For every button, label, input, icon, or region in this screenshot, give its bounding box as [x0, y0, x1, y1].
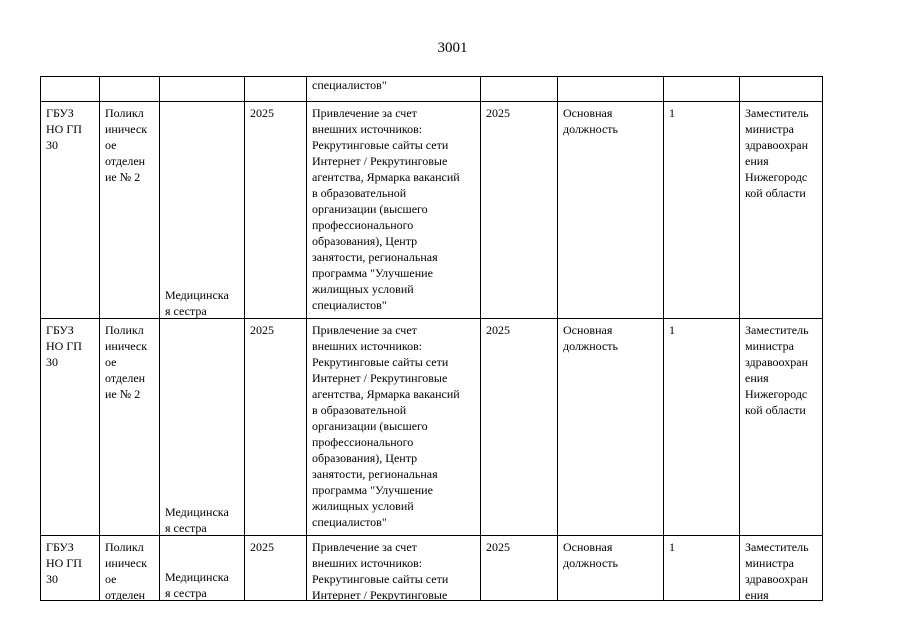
page-number: 3001 — [437, 40, 468, 56]
cell-employment: Основная должность — [557, 536, 663, 601]
cell-responsible: Заместитель министра здравоохран ения Нижегородс кой области — [739, 319, 823, 536]
position-text: Медицинска я сестра — [165, 505, 229, 535]
cell-method: Привлечение за счет внешних источников: Рекрутинговые сайты сети Интернет / Рекрутинговые агентства, Ярмарка вакансий в образовательной организации (высшего профессионального образования), Центр занятости, региональная программа "Улучшение жилищных условий специалистов" — [306, 102, 480, 319]
cell-count: 1 — [663, 536, 739, 601]
cell-count: 1 — [663, 319, 739, 536]
position-text: Медицинска я сестра — [165, 288, 229, 318]
table-bottom-border — [40, 600, 823, 601]
method-continuation-text: специалистов" — [312, 78, 387, 92]
cell-method: Привлечение за счет внешних источников: Рекрутинговые сайты сети Интернет / Рекрутинговые агентства, Ярмарка вакансий в образовательной организации (высшего профессионального образования), Центр занятости, региональная программа "Улучшение жилищных условий специалистов" — [306, 319, 480, 536]
cell-year — [244, 77, 306, 102]
cell-method — [306, 77, 480, 102]
cell-org: ГБУЗ НО ГП 30 — [40, 319, 99, 536]
cell-count: 1 — [663, 102, 739, 319]
position-text: Медицинска я сестра — [165, 570, 229, 600]
cell-method: Привлечение за счет внешних источников: Рекрутинговые сайты сети Интернет / Рекрутинговые — [306, 536, 480, 601]
cell-dept: Поликл иническ ое отделен ие № 2 — [99, 319, 159, 536]
table-row — [40, 535, 823, 601]
cell-org — [40, 77, 99, 102]
cell-employment: Основная должность — [557, 102, 663, 319]
cell-year: 2025 — [244, 536, 306, 601]
staffing-table — [40, 76, 823, 600]
cell-year: 2025 — [244, 102, 306, 319]
table-row — [40, 101, 823, 319]
cell-dept — [99, 77, 159, 102]
cell-responsible: Заместитель министра здравоохран ения — [739, 536, 823, 601]
table-row — [40, 318, 823, 536]
cell-employment: Основная должность — [557, 319, 663, 536]
cell-position — [159, 77, 244, 102]
table-row-continuation — [40, 76, 823, 102]
cell-org: ГБУЗ НО ГП 30 — [40, 536, 99, 601]
cell-position — [159, 319, 244, 536]
cell-deadline — [480, 77, 557, 102]
cell-responsible — [739, 77, 823, 102]
cell-dept: Поликл иническ ое отделен ие № 2 — [99, 102, 159, 319]
cell-position — [159, 102, 244, 319]
cell-employment — [557, 77, 663, 102]
cell-deadline: 2025 — [480, 536, 557, 601]
cell-responsible: Заместитель министра здравоохран ения Нижегородс кой области — [739, 102, 823, 319]
cell-count — [663, 77, 739, 102]
cell-position — [159, 536, 244, 601]
cell-year: 2025 — [244, 319, 306, 536]
cell-deadline: 2025 — [480, 319, 557, 536]
cell-dept: Поликл иническ ое отделен — [99, 536, 159, 601]
cell-org: ГБУЗ НО ГП 30 — [40, 102, 99, 319]
cell-deadline: 2025 — [480, 102, 557, 319]
